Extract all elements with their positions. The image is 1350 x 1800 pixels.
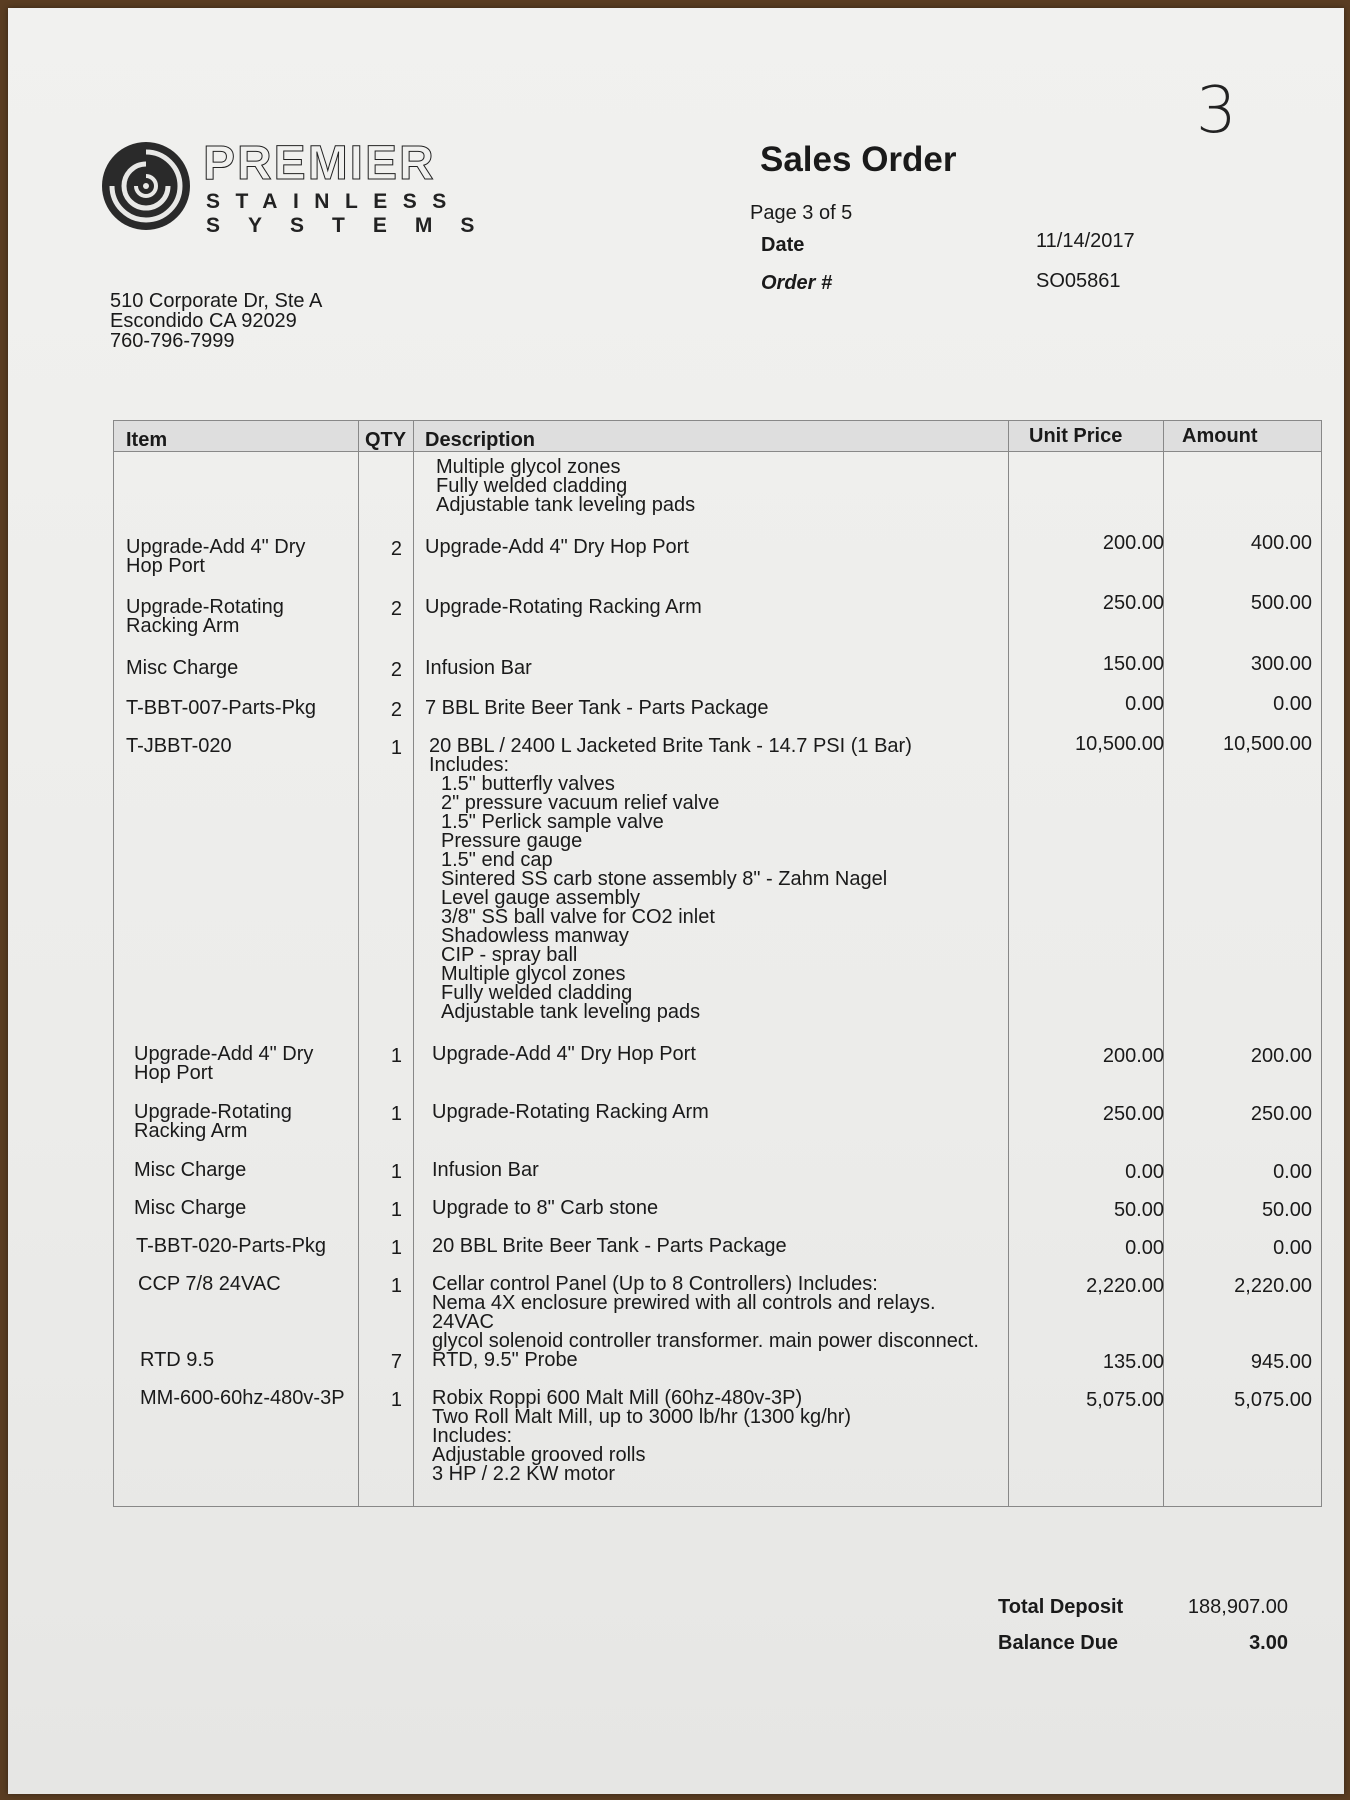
- header-item: Item: [126, 429, 168, 451]
- row-qty: 2: [390, 538, 402, 560]
- row-amount: 500.00: [1250, 592, 1312, 614]
- row-unit-price: 5,075.00: [1086, 1389, 1164, 1411]
- address-line-1: 510 Corporate Dr, Ste A: [110, 290, 323, 312]
- row-amount: 250.00: [1250, 1103, 1312, 1125]
- row-description: Robix Roppi 600 Malt Mill (60hz-480v-3P) Two Roll Malt Mill, up to 3000 lb/hr (1300 kg/hr) Includes: Adjustable grooved rolls 3 HP / 2.2 KW motor: [432, 1387, 852, 1485]
- column-divider: [1163, 421, 1164, 1506]
- header-amount: Amount: [1182, 425, 1258, 447]
- row-amount: 945.00: [1250, 1351, 1312, 1373]
- row-description: Upgrade-Add 4" Dry Hop Port: [425, 536, 689, 558]
- total-deposit-value: 188,907.00: [1187, 1596, 1288, 1618]
- row-amount: 0.00: [1273, 693, 1312, 715]
- row-item: Misc Charge: [126, 657, 239, 679]
- paper-sheet: [8, 8, 1344, 1794]
- line-items-table: [113, 420, 1322, 1507]
- header-unit-price: Unit Price: [1029, 425, 1123, 447]
- row-description: Upgrade-Add 4" Dry Hop Port: [432, 1043, 696, 1065]
- carryover-description: Multiple glycol zones Fully welded cladding Adjustable tank leveling pads: [436, 456, 696, 516]
- row-unit-price: 0.00: [1125, 1237, 1164, 1259]
- row-item: MM-600-60hz-480v-3P: [140, 1387, 345, 1409]
- company-logo: [98, 136, 503, 237]
- row-description: Upgrade-Rotating Racking Arm: [425, 596, 702, 618]
- row-qty: 1: [390, 1199, 402, 1221]
- column-divider: [413, 421, 414, 1506]
- header-qty: QTY: [365, 429, 407, 451]
- row-description: 20 BBL Brite Beer Tank - Parts Package: [432, 1235, 787, 1257]
- row-amount: 2,220.00: [1234, 1275, 1312, 1297]
- row-amount: 0.00: [1273, 1161, 1312, 1183]
- address-line-2: Escondido CA 92029: [110, 310, 297, 332]
- swirl-logo-icon: [98, 138, 194, 234]
- row-qty: 1: [390, 1275, 402, 1297]
- row-unit-price: 150.00: [1102, 653, 1164, 675]
- row-unit-price: 0.00: [1125, 1161, 1164, 1183]
- row-qty: 2: [390, 659, 402, 681]
- row-description: Infusion Bar: [432, 1159, 539, 1181]
- row-description: RTD, 9.5" Probe: [432, 1349, 578, 1371]
- row-unit-price: 10,500.00: [1075, 733, 1164, 755]
- row-item: T-JBBT-020: [126, 735, 232, 757]
- row-unit-price: 200.00: [1102, 532, 1164, 554]
- row-unit-price: 2,220.00: [1086, 1275, 1164, 1297]
- brand-line-stainless: STAINLESS: [206, 190, 462, 213]
- row-item: Upgrade-Add 4" Dry Hop Port: [126, 536, 306, 577]
- balance-due-label: Balance Due: [998, 1632, 1119, 1654]
- row-description: Cellar control Panel (Up to 8 Controllers) Includes: Nema 4X enclosure prewired with all controls and relays. 24VAC glycol solenoid controller transformer. main power disconnect.: [432, 1273, 979, 1352]
- row-qty: 2: [390, 699, 402, 721]
- header-description: Description: [425, 429, 536, 451]
- order-number-value: SO05861: [1036, 270, 1121, 292]
- row-unit-price: 0.00: [1125, 693, 1164, 715]
- row-item: Upgrade-Add 4" Dry Hop Port: [134, 1043, 314, 1084]
- page-indicator: Page 3 of 5: [750, 202, 853, 224]
- row-item: T-BBT-007-Parts-Pkg: [126, 697, 317, 719]
- row-description: Upgrade-Rotating Racking Arm: [432, 1101, 709, 1123]
- row-description: Infusion Bar: [425, 657, 532, 679]
- address-phone: 760-796-7999: [110, 330, 235, 352]
- row-description: 7 BBL Brite Beer Tank - Parts Package: [425, 697, 769, 719]
- row-unit-price: 200.00: [1102, 1045, 1164, 1067]
- row-amount: 300.00: [1250, 653, 1312, 675]
- row-item: RTD 9.5: [140, 1349, 215, 1371]
- brand-name: PREMIER: [203, 137, 436, 190]
- column-divider: [1008, 421, 1009, 1506]
- row-qty: 1: [390, 1389, 402, 1411]
- row-qty: 1: [390, 1237, 402, 1259]
- row-unit-price: 250.00: [1102, 592, 1164, 614]
- row-unit-price: 135.00: [1102, 1351, 1164, 1373]
- date-label: Date: [761, 234, 805, 256]
- brand-line-systems: SYSTEMS: [206, 214, 503, 237]
- row-item: Misc Charge: [134, 1159, 247, 1181]
- row-qty: 1: [390, 1161, 402, 1183]
- row-item: CCP 7/8 24VAC: [138, 1273, 281, 1295]
- column-divider: [358, 421, 359, 1506]
- row-item: Misc Charge: [134, 1197, 247, 1219]
- row-qty: 2: [390, 598, 402, 620]
- total-deposit-label: Total Deposit: [998, 1596, 1124, 1618]
- row-qty: 1: [390, 737, 402, 759]
- document-title: Sales Order: [760, 140, 957, 179]
- table-header-row: [114, 421, 1321, 452]
- row-item: T-BBT-020-Parts-Pkg: [136, 1235, 327, 1257]
- row-amount: 200.00: [1250, 1045, 1312, 1067]
- row-amount: 5,075.00: [1234, 1389, 1312, 1411]
- row-qty: 7: [390, 1351, 402, 1373]
- row-unit-price: 50.00: [1113, 1199, 1164, 1221]
- order-number-label: Order #: [761, 272, 833, 294]
- row-qty: 1: [390, 1103, 402, 1125]
- row-amount: 10,500.00: [1223, 733, 1312, 755]
- row-amount: 400.00: [1250, 532, 1312, 554]
- row-description: Upgrade to 8" Carb stone: [432, 1197, 659, 1219]
- date-value: 11/14/2017: [1036, 230, 1135, 252]
- handwritten-page-number: 3: [1196, 74, 1237, 148]
- balance-due-value: 3.00: [1249, 1632, 1288, 1654]
- row-unit-price: 250.00: [1102, 1103, 1164, 1125]
- company-address: [110, 291, 322, 351]
- row-qty: 1: [390, 1045, 402, 1067]
- row-amount: 50.00: [1261, 1199, 1312, 1221]
- row-amount: 0.00: [1273, 1237, 1312, 1259]
- row-description: 20 BBL / 2400 L Jacketed Brite Tank - 14.7 PSI (1 Bar) Includes: 1.5" butterfly valves 2" pressure vacuum relief valve 1.5" Perlick sample valve Pressure gauge 1.5" end cap Sintered SS carb stone assembly 8" - Zahm Nagel Level gauge assembly 3/8" SS ball valve for CO2 inlet Shadowless manway CIP - spray ball Multiple glycol zones Fully welded cladding Adjustable tank leveling pads: [429, 735, 912, 1023]
- row-item: Upgrade-Rotating Racking Arm: [134, 1101, 292, 1142]
- row-item: Upgrade-Rotating Racking Arm: [126, 596, 284, 637]
